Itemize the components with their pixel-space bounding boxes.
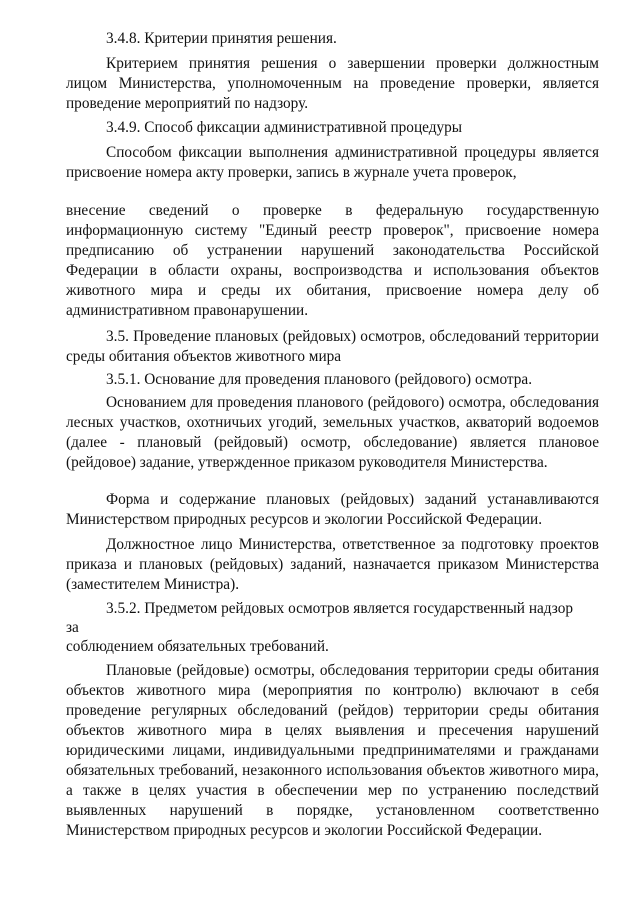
- paragraph-fixation-method: Способом фиксации выполнения административной процедуры является присвоение номера акту проверки, запись в журнале учета проверок,: [66, 144, 599, 181]
- section-heading-3-5-2: 3.5.2. Предметом рейдовых осмотров является государственный надзор: [106, 600, 574, 617]
- section-heading-3-5-2-end: соблюдением обязательных требований.: [66, 638, 329, 655]
- section-heading-3-5-1: 3.5.1. Основание для проведения планового (рейдового) осмотра.: [106, 371, 533, 388]
- section-heading-3-4-8: 3.4.8. Критерии принятия решения.: [106, 30, 337, 47]
- section-heading-3-4-9: 3.4.9. Способ фиксации административной процедуры: [106, 119, 463, 136]
- paragraph-form-content: Форма и содержание плановых (рейдовых) заданий устанавливаются Министерством природных ресурсов и экологии Российской Федерации.: [66, 491, 599, 528]
- paragraph-basis: Основанием для проведения планового (рейдового) осмотра, обследования лесных участков, охотничьих угодий, земельных участков, акваторий водоемов (далее - плановый (рейдовый) осмотр, обследование) является плановое (рейдовое) задание, утвержденное приказом руководителя Министерства.: [66, 394, 599, 471]
- paragraph-raids-description: Плановые (рейдовые) осмотры, обследования территории среды обитания объектов животного мира (мероприятия по контролю) включают в себя проведение регулярных обследований (рейдов) территории среды обитания объектов животного мира в целях выявления и пресечения нарушений юридическими лицами, индивидуальными предпринимателями и гражданами обязательных требований, незаконного использования объектов животного мира, а также в целях участия в обеспечении мер по устранению последствий выявленных нарушений в порядке, установленном соответственно Министерством природных ресурсов и экологии Российской Федерации.: [66, 662, 599, 839]
- paragraph-registry: внесение сведений о проверке в федеральную государственную информационную систему "Единый реестр проверок", присвоение номера предписанию об устранении нарушений законодательства Российской Федерации в области охраны, воспроизводства и использования объектов животного мира и среды их обитания, присвоение номера делу об административном правонарушении.: [66, 202, 599, 319]
- section-heading-3-5: 3.5. Проведение плановых (рейдовых) осмотров, обследований территории среды обитания объектов животного мира: [66, 328, 599, 365]
- paragraph-responsible-official: Должностное лицо Министерства, ответственное за подготовку проектов приказа и плановых (рейдовых) заданий, назначается приказом Министерства (заместителем Министра).: [66, 536, 599, 593]
- section-heading-3-5-2-continuation: за: [66, 619, 79, 636]
- paragraph-criteria: Критерием принятия решения о завершении проверки должностным лицом Министерства, уполномоченным на проведение проверки, является проведение мероприятий по надзору.: [66, 55, 599, 112]
